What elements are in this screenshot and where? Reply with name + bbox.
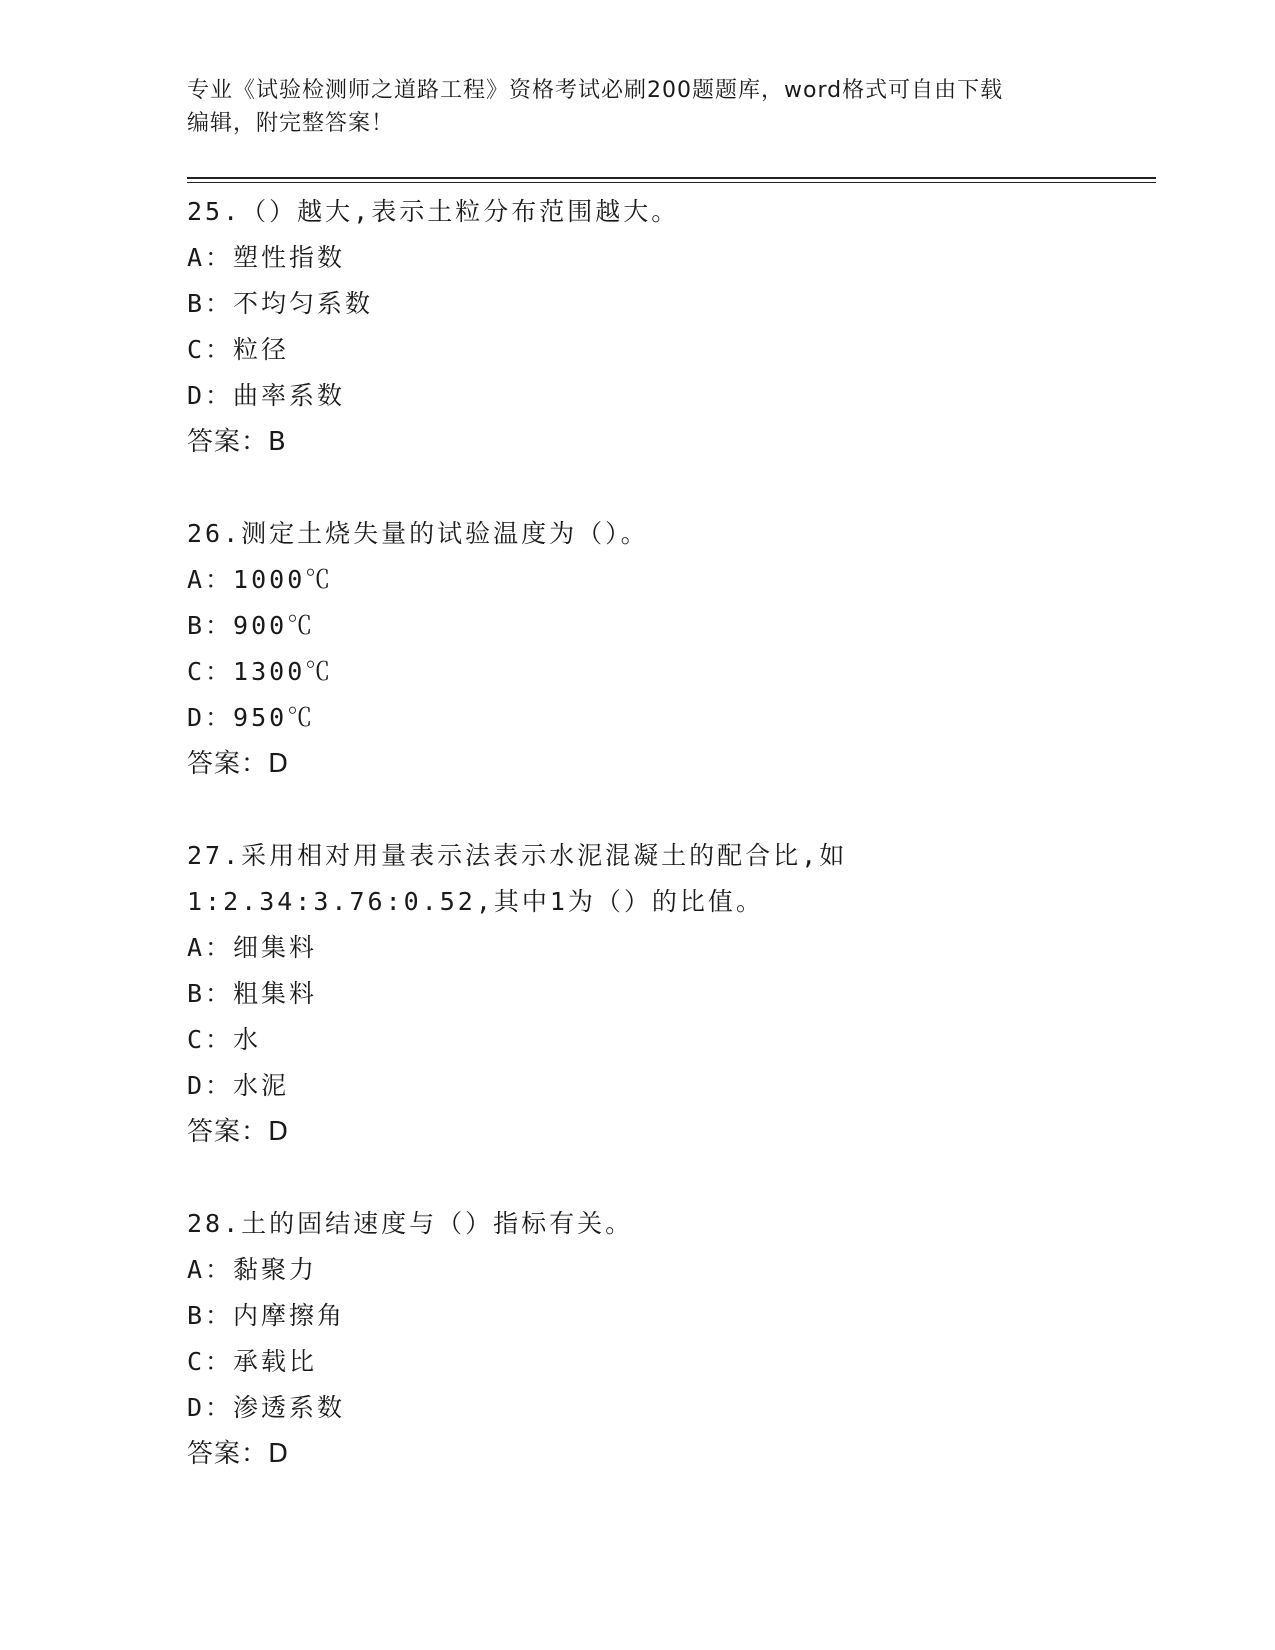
option-a: A：黏聚力 <box>187 1255 318 1284</box>
question-stem: 28.土的固结速度与（）指标有关。 <box>187 1209 634 1238</box>
option-a: A：细集料 <box>187 933 318 962</box>
header-divider-thick <box>187 177 1156 179</box>
question-stem: 27.采用相对用量表示法表示水泥混凝土的配合比,如 <box>187 841 848 870</box>
document-header <box>187 74 1087 140</box>
option-d: D：水泥 <box>187 1071 290 1100</box>
question-27 <box>187 833 1156 1155</box>
question-stem: 25.（）越大,表示土粒分布范围越大。 <box>187 197 680 226</box>
option-d: D：曲率系数 <box>187 381 346 410</box>
question-list <box>187 189 1156 1523</box>
answer-label: 答案：B <box>187 427 287 457</box>
header-line-2: 编辑，附完整答案！ <box>187 111 395 136</box>
question-stem-continued: 1:2.34:3.76:0.52,其中1为（）的比值。 <box>187 887 764 916</box>
option-a: A：1000℃ <box>187 565 334 594</box>
header-divider-thin <box>187 182 1156 183</box>
question-28 <box>187 1201 1156 1477</box>
option-b: B：900℃ <box>187 611 316 640</box>
option-c: C：承载比 <box>187 1347 318 1376</box>
header-line-1: 专业《试验检测师之道路工程》资格考试必刷200题题库，word格式可自由下载 <box>187 78 1004 103</box>
answer-label: 答案：D <box>187 749 290 779</box>
option-b: B：不均匀系数 <box>187 289 374 318</box>
option-c: C：粒径 <box>187 335 290 364</box>
question-25 <box>187 189 1156 465</box>
option-d: D：950℃ <box>187 703 316 732</box>
answer-label: 答案：D <box>187 1117 290 1147</box>
option-b: B：粗集料 <box>187 979 318 1008</box>
answer-label: 答案：D <box>187 1439 290 1469</box>
question-stem: 26.测定土烧失量的试验温度为（）。 <box>187 519 649 548</box>
question-26 <box>187 511 1156 787</box>
option-d: D：渗透系数 <box>187 1393 346 1422</box>
option-c: C：1300℃ <box>187 657 334 686</box>
option-b: B：内摩擦角 <box>187 1301 346 1330</box>
option-a: A：塑性指数 <box>187 243 346 272</box>
option-c: C：水 <box>187 1025 262 1054</box>
